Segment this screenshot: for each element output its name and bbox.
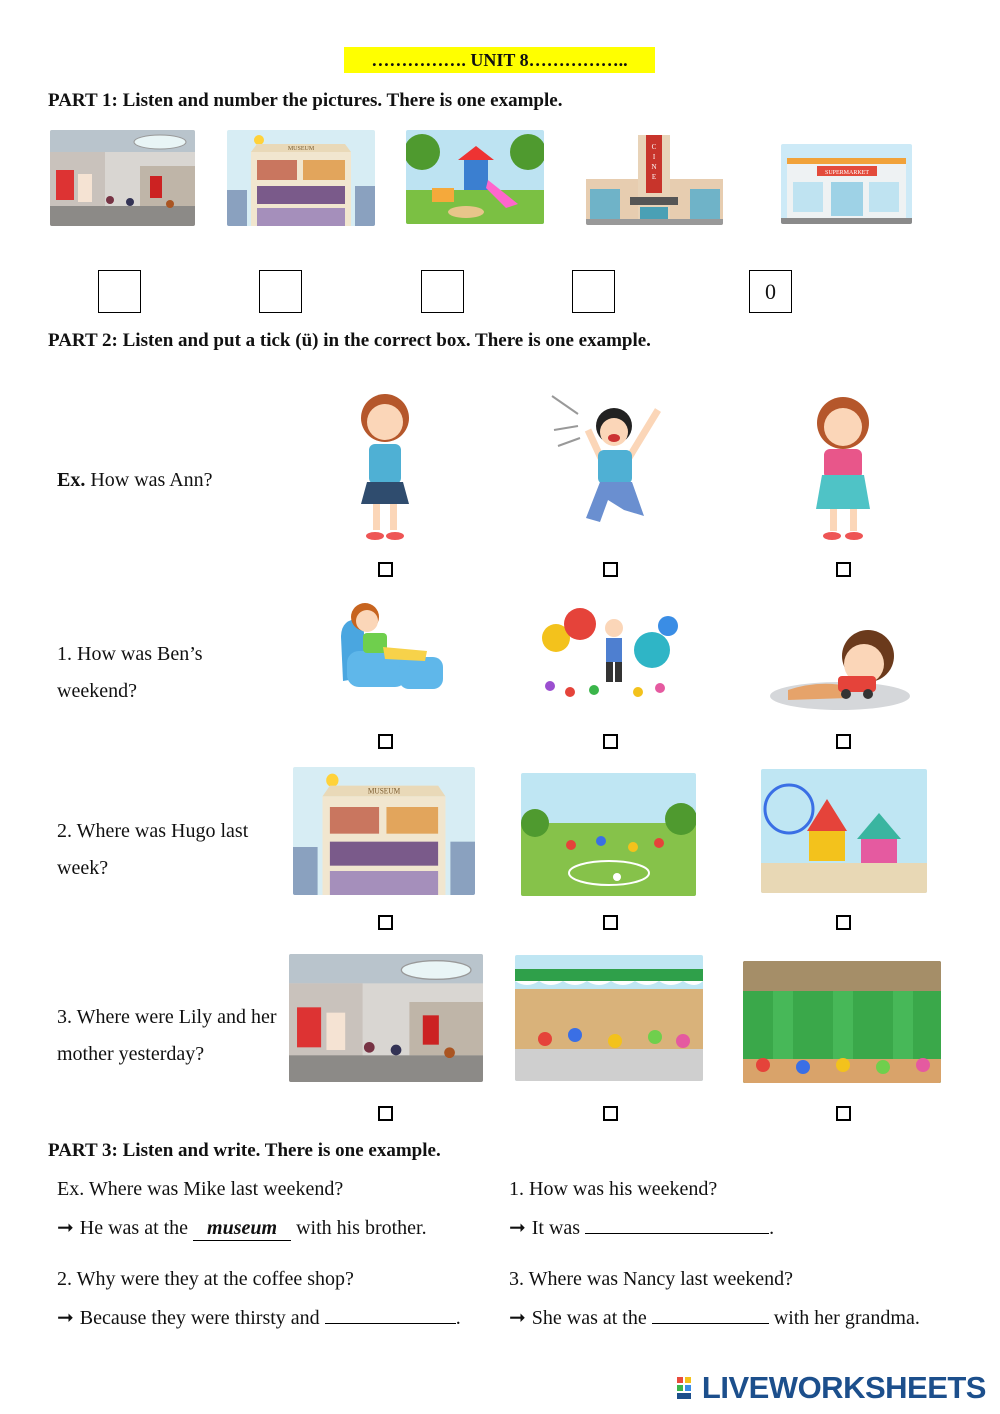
question-1: 1. How was Ben’s weekend?: [57, 643, 203, 702]
cinema-picture: [586, 131, 723, 225]
question-3: 3. Where were Lily and her mother yesterday?: [57, 1006, 277, 1065]
part3-a1-pre: It was: [531, 1217, 586, 1239]
svg-text:N: N: [651, 163, 657, 171]
part3-a3-pre: She was at the: [531, 1307, 652, 1329]
question-2: 2. Where was Hugo last week?: [57, 820, 249, 879]
svg-text:SUPERMARKET: SUPERMARKET: [824, 170, 870, 176]
tick-box-3-a[interactable]: [378, 1106, 393, 1121]
svg-text:C: C: [651, 143, 657, 151]
answer-box-4[interactable]: [572, 270, 615, 313]
shopping-mall-picture: [50, 130, 195, 226]
question-ex-prefix: Ex.: [57, 469, 86, 491]
part3-a1-blank-input[interactable]: [585, 1215, 769, 1234]
part3-a2-post: .: [455, 1307, 461, 1329]
answer-box-example: 0: [749, 270, 792, 313]
tick-box-1-a[interactable]: [378, 734, 393, 749]
tick-box-ex-b[interactable]: [603, 562, 618, 577]
part3-q1: 1. How was his weekend?: [509, 1178, 718, 1200]
part3-a1-post: .: [769, 1217, 775, 1239]
answer-box-3[interactable]: [421, 270, 464, 313]
tick-box-1-b[interactable]: [603, 734, 618, 749]
part3-a3-blank-input[interactable]: [652, 1305, 769, 1324]
liveworksheets-logo-text: LIVEWORKSHEETS: [701, 1370, 986, 1405]
tick-box-2-c[interactable]: [836, 915, 851, 930]
svg-text:E: E: [651, 173, 657, 181]
scared-girl-picture: [345, 388, 425, 543]
happy-girl-picture: [548, 390, 676, 535]
tick-box-2-b[interactable]: [603, 915, 618, 930]
tick-box-1-c[interactable]: [836, 734, 851, 749]
tick-box-ex-a[interactable]: [378, 562, 393, 577]
tick-box-2-a[interactable]: [378, 915, 393, 930]
part3-ex-answer: [57, 1215, 427, 1241]
museum-option-picture: [293, 767, 475, 895]
part3-a2-blank-input[interactable]: [325, 1305, 456, 1324]
part3-ex-answer-post: with his brother.: [291, 1217, 427, 1239]
shopping-mall-option-picture: [289, 954, 483, 1082]
playground-picture: [406, 130, 544, 224]
part3-ex-answer-pre: He was at the: [79, 1217, 194, 1239]
arrow-icon: ➞: [509, 1307, 526, 1329]
museum-picture: [227, 130, 375, 226]
svg-text:MUSEUM: MUSEUM: [287, 146, 315, 152]
football-park-picture: [521, 773, 696, 896]
arrow-icon: ➞: [57, 1307, 74, 1329]
part3-a3: [509, 1305, 920, 1330]
tick-box-3-c[interactable]: [836, 1106, 851, 1121]
boy-relaxing-picture: [333, 597, 446, 697]
part3-ex-answer-blank: [193, 1217, 291, 1241]
stadium-picture: [743, 961, 941, 1083]
question-ex-text: How was Ann?: [90, 469, 213, 491]
part1-heading: PART 1: Listen and number the pictures. There is one example.: [48, 90, 563, 111]
part3-heading: PART 3: Listen and write. There is one example.: [48, 1140, 441, 1161]
unit-title: ……………. UNIT 8……………..: [344, 47, 655, 73]
boy-balloons-picture: [540, 604, 680, 704]
tick-box-3-b[interactable]: [603, 1106, 618, 1121]
question-ex: [57, 462, 277, 499]
arrow-icon: ➞: [509, 1217, 526, 1239]
part3-ex-question: Ex. Where was Mike last weekend?: [57, 1178, 344, 1200]
market-picture: [515, 955, 703, 1081]
funfair-picture: [761, 769, 927, 893]
tired-girl-picture: [800, 393, 886, 543]
svg-text:MUSEUM: MUSEUM: [367, 786, 401, 796]
supermarket-picture: [781, 144, 912, 224]
part2-heading: PART 2: Listen and put a tick (ü) in the correct box. There is one example.: [48, 330, 651, 351]
part3-q3: 3. Where was Nancy last weekend?: [509, 1268, 793, 1290]
svg-text:I: I: [652, 153, 656, 161]
arrow-icon: ➞: [57, 1217, 74, 1239]
liveworksheets-logo: [677, 1370, 986, 1406]
part3-q2: 2. Why were they at the coffee shop?: [57, 1268, 354, 1290]
answer-box-2[interactable]: [259, 270, 302, 313]
answer-box-1[interactable]: [98, 270, 141, 313]
liveworksheets-logo-icon: [677, 1373, 699, 1397]
part3-ex-answer-word: museum: [207, 1217, 278, 1239]
part3-a2-pre: Because they were thirsty and: [79, 1307, 325, 1329]
boy-toy-car-picture: [768, 620, 911, 712]
tick-box-ex-c[interactable]: [836, 562, 851, 577]
part3-a2: [57, 1305, 461, 1330]
part3-a1: [509, 1215, 774, 1240]
part3-a3-post: with her grandma.: [768, 1307, 920, 1329]
